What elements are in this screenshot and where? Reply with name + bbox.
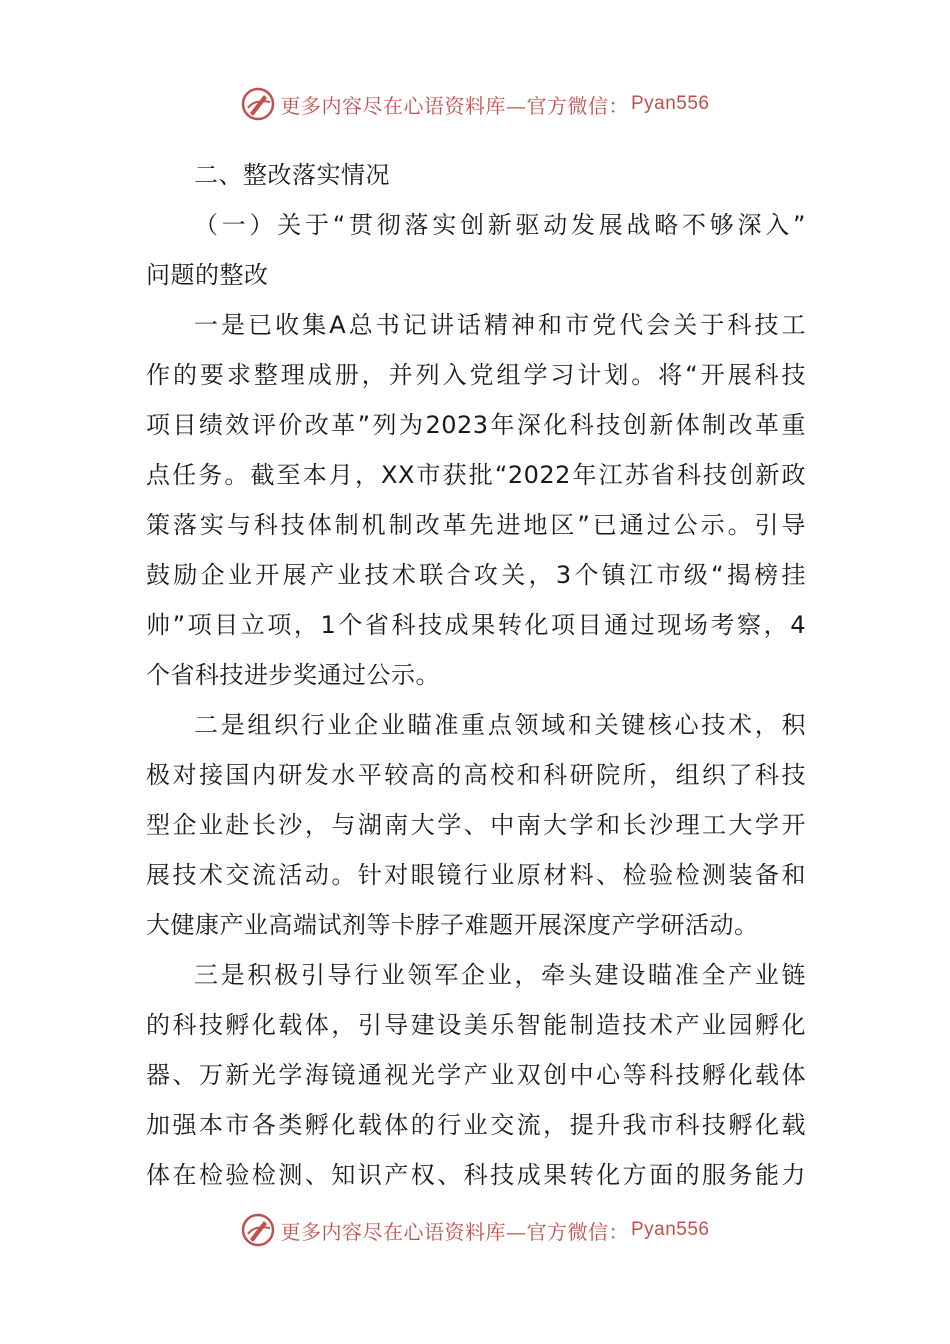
subsection-heading bbox=[146, 200, 806, 300]
text-line: 的科技孵化载体，引导建设美乐智能制造技术产业园孵化 bbox=[146, 1011, 806, 1039]
text-line: （一）关于“贯彻落实创新驱动发展战略不够深入” bbox=[194, 211, 806, 239]
watermark-banner-top bbox=[0, 82, 950, 126]
section-title: 二、整改落实情况 bbox=[194, 161, 390, 189]
watermark-wechat-id: Pyan556 bbox=[630, 1219, 710, 1240]
text-line: 鼓励企业开展产业技术联合攻关，3个镇江市级“揭榜挂 bbox=[146, 561, 806, 589]
pen-seal-icon bbox=[240, 86, 276, 122]
watermark-banner-bottom bbox=[0, 1208, 950, 1252]
paragraph-3 bbox=[146, 950, 806, 1200]
text-line: 三是积极引导行业领军企业，牵头建设瞄准全产业链 bbox=[194, 961, 806, 989]
paragraph-2 bbox=[146, 700, 806, 950]
watermark-wechat-id: Pyan556 bbox=[630, 93, 710, 114]
text-line: 加强本市各类孵化载体的行业交流，提升我市科技孵化载 bbox=[146, 1111, 806, 1139]
text-line: 型企业赴长沙，与湖南大学、中南大学和长沙理工大学开 bbox=[146, 811, 806, 839]
text-line: 大健康产业高端试剂等卡脖子难题开展深度产学研活动。 bbox=[146, 911, 759, 939]
text-line: 点任务。截至本月，XX市获批“2022年江苏省科技创新政 bbox=[146, 461, 806, 489]
text-line: 帅”项目立项，1个省科技成果转化项目通过现场考察，4 bbox=[146, 611, 806, 639]
text-line: 体在检验检测、知识产权、科技成果转化方面的服务能力 bbox=[146, 1161, 806, 1189]
text-line: 一是已收集A总书记讲话精神和市党代会关于科技工 bbox=[194, 311, 806, 339]
text-line: 作的要求整理成册，并列入党组学习计划。将“开展科技 bbox=[146, 361, 806, 389]
text-line: 二是组织行业企业瞄准重点领域和关键核心技术，积 bbox=[194, 711, 806, 739]
pen-seal-icon bbox=[240, 1212, 276, 1248]
text-line: 器、万新光学海镜通视光学产业双创中心等科技孵化载体 bbox=[146, 1061, 806, 1089]
document-body bbox=[146, 150, 806, 1200]
watermark-brand-text: 更多内容尽在心语资料库—官方微信： bbox=[280, 93, 629, 118]
text-line: 问题的整改 bbox=[146, 261, 269, 289]
text-line: 展技术交流活动。针对眼镜行业原材料、检验检测装备和 bbox=[146, 861, 806, 889]
text-line: 极对接国内研发水平较高的高校和科研院所，组织了科技 bbox=[146, 761, 806, 789]
watermark-brand-text: 更多内容尽在心语资料库—官方微信： bbox=[280, 1219, 629, 1244]
text-line: 项目绩效评价改革”列为2023年深化科技创新体制改革重 bbox=[146, 411, 806, 439]
paragraph-1 bbox=[146, 300, 806, 700]
text-line: 策落实与科技体制机制改革先进地区”已通过公示。引导 bbox=[146, 511, 806, 539]
text-line: 个省科技进步奖通过公示。 bbox=[146, 661, 440, 689]
